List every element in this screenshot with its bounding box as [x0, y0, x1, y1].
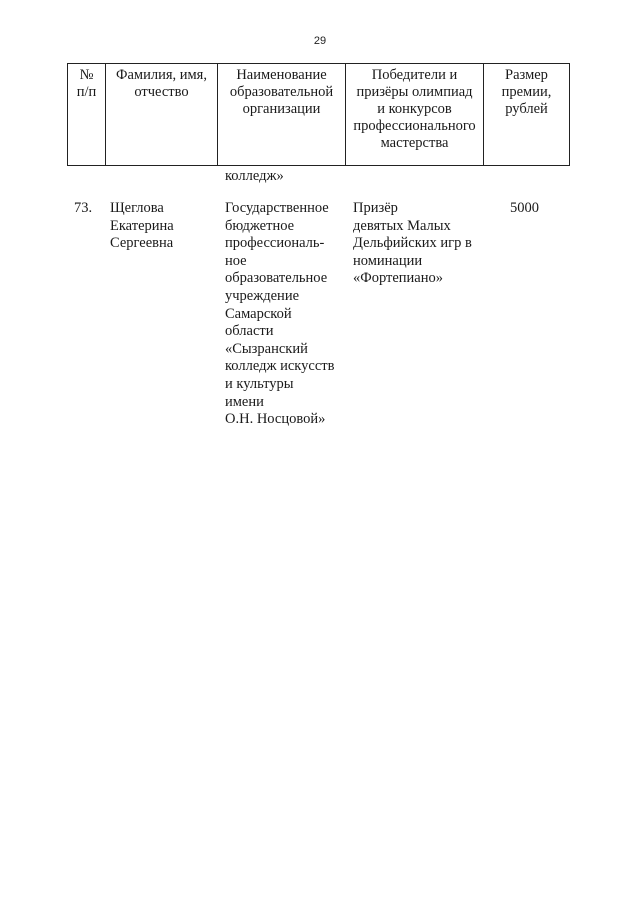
row-winners: Призёр девятых Малых Дельфийских игр в номинации «Фортепиано» — [353, 200, 472, 287]
header-winners: Победители и призёры олимпиад и конкурсов профессионального мастерства — [346, 64, 484, 166]
table-header — [67, 63, 570, 166]
page-number: 29 — [313, 35, 327, 47]
continuation-text: колледж» — [225, 168, 284, 184]
header-prize: Размер премии, рублей — [484, 64, 570, 166]
row-number: 73. — [74, 200, 93, 216]
row-name: Щеглова Екатерина Сергеевна — [110, 200, 174, 252]
header-num: № п/п — [68, 64, 106, 166]
row-organization: Государственное бюджетное профессиональ- ное образовательное учреждение Самарской области «Сызранский колледж искусств и культуры имени О.Н. Носцовой» — [225, 200, 335, 428]
header-name: Фамилия, имя, отчество — [106, 64, 218, 166]
row-prize: 5000 — [510, 200, 539, 216]
header-org: Наименование образовательной организации — [218, 64, 346, 166]
